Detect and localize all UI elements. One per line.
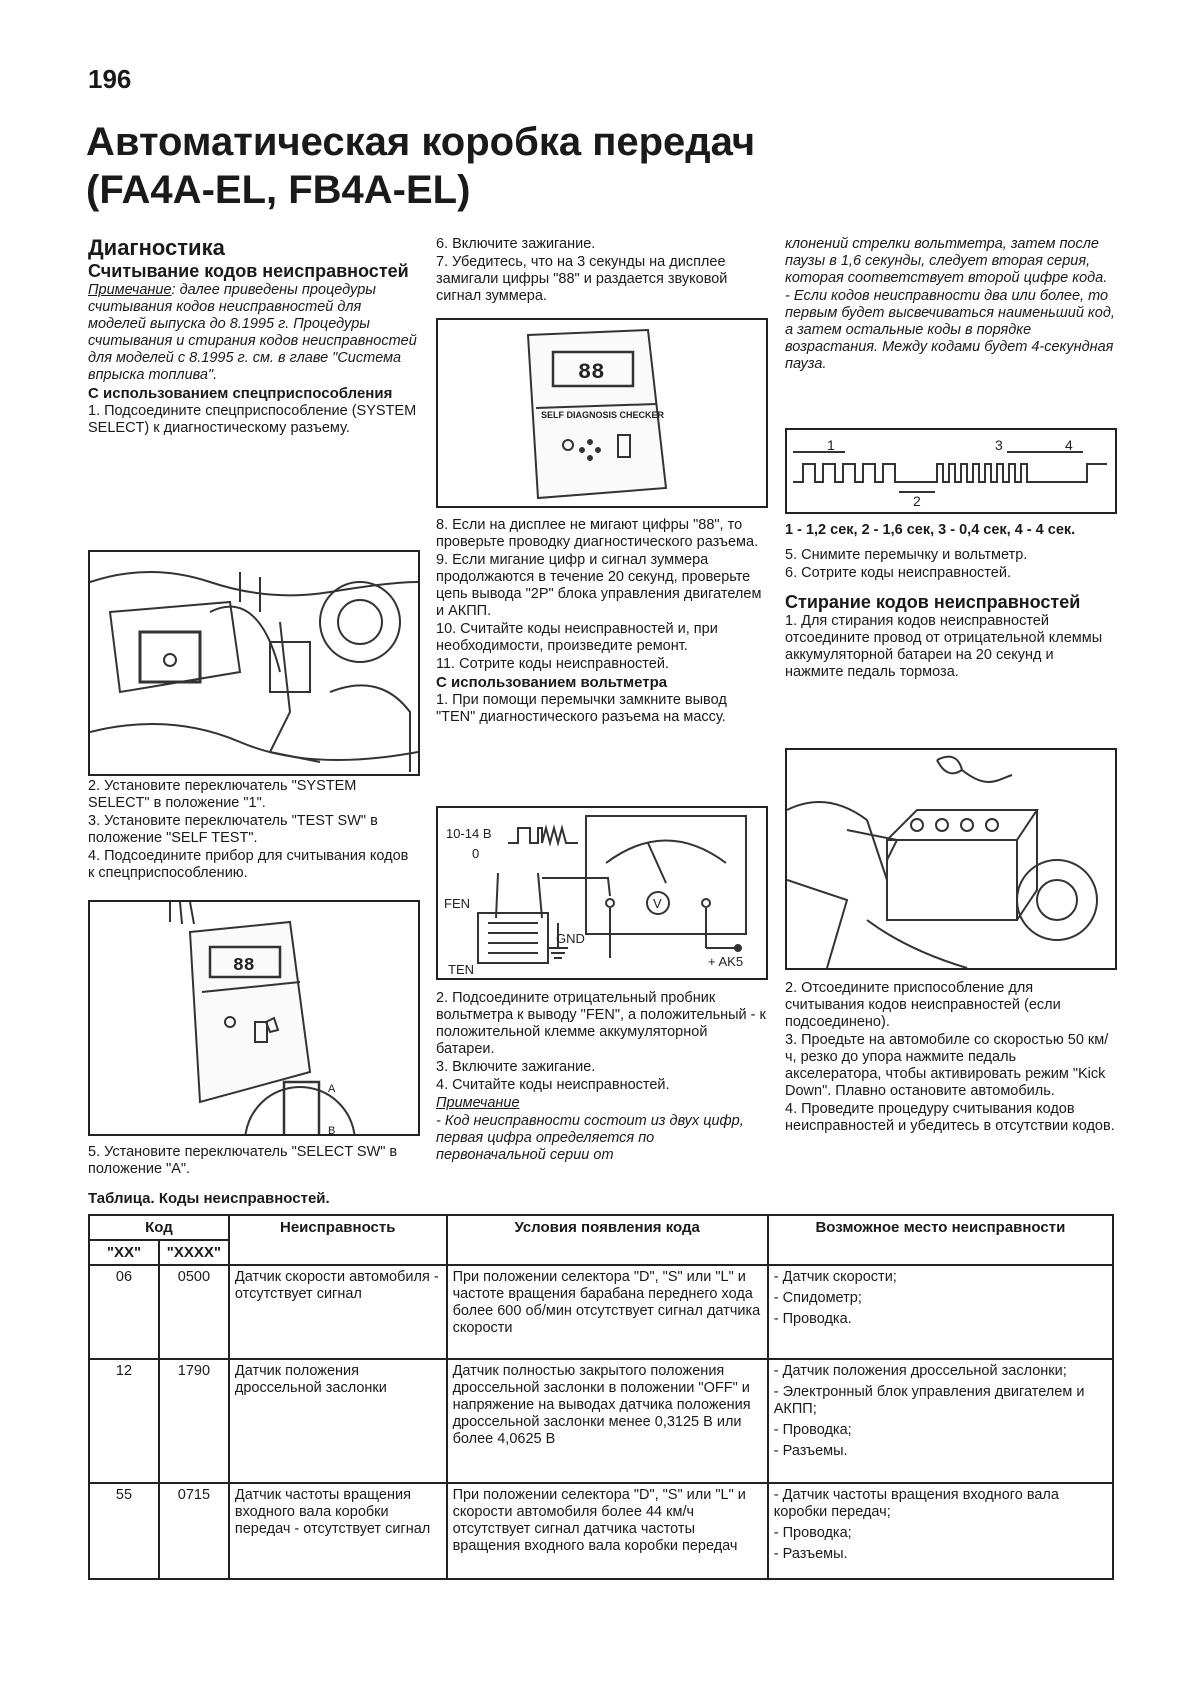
location-item: - Датчик скорости; (773, 1269, 897, 1285)
location-item: - Датчик положения дроссельной заслонки; (773, 1363, 1067, 1379)
note-label: Примечание (88, 282, 172, 298)
figure-self-diagnosis-checker (436, 318, 768, 508)
volt-step-2: 2. Подсоедините отрицательный пробник вольтметра к выводу "FEN", а положительный - к положительной клемме аккумуляторной батареи. (436, 990, 766, 1057)
battery-illustration (787, 750, 1115, 968)
fault-codes-table (88, 1214, 1114, 1580)
cell-xx: 06 (89, 1265, 159, 1359)
page-number: 196 (88, 64, 132, 94)
page-title (86, 118, 755, 214)
note-2-label: Примечание (436, 1095, 520, 1111)
engine-bay-illustration (90, 552, 418, 774)
label-battery: + AK5 (708, 954, 744, 969)
volt-step-6: 6. Сотрите коды неисправностей. (785, 565, 1011, 581)
table-row (89, 1265, 1113, 1359)
cell-conditions: Датчик полностью закрытого положения дроссельной заслонки в положении "OFF" и напряжение на выводах датчика положения дроссельной заслонки менее 0,3125 В или более 4,0625 В (447, 1359, 768, 1483)
label-ten: TEN (448, 962, 474, 977)
figure-voltmeter-wiring (436, 806, 768, 980)
header-xxxx: "XXXX" (159, 1240, 229, 1265)
cell-xx: 55 (89, 1483, 159, 1579)
tester-display-digits: 88 (233, 956, 255, 976)
voltmeter-wiring-diagram (438, 808, 766, 978)
note-continuation-2: - Если кодов неисправности два или более, то первым будет высвечиваться наименьший код, а затем остальные коды в порядке возрастания. Между кодами будет 4-секундная пауза. (785, 288, 1115, 372)
cell-conditions: При положении селектора "D", "S" или "L" и скорости автомобиля более 44 км/ч отсутствует сигнал датчика частоты вращения входного вала коробки передач (447, 1483, 768, 1579)
step-3: 3. Установите переключатель "TEST SW" в положение "SELF TEST". (88, 813, 378, 846)
heading-voltmeter: С использованием вольтметра (436, 674, 668, 691)
timing-label-2: 2 (913, 493, 921, 509)
erase-step-3: 3. Проедьте на автомобиле со скоростью 50 км/ч, резко до упора нажмите педаль акселератора, чтобы активировать режим "Kick Down". Плавно остановите автомобиль. (785, 1032, 1109, 1099)
column-1 (88, 236, 418, 438)
heading-read-codes: Считывание кодов неисправностей (88, 261, 409, 281)
step-2: 2. Установите переключатель "SYSTEM SELECT" в положение "1". (88, 778, 357, 811)
column-3-erase-steps (785, 980, 1115, 1136)
figure-battery-disconnect (785, 748, 1117, 970)
title-line-2: (FA4A-EL, FB4A-EL) (86, 168, 471, 212)
step-4: 4. Подсоедините прибор для считывания кодов к спецприспособлению. (88, 848, 409, 881)
header-conditions: Условия появления кода (447, 1215, 768, 1265)
erase-step-4: 4. Проведите процедуру считывания кодов неисправностей и убедитесь в отсутствии кодов. (785, 1101, 1115, 1134)
step-9: 9. Если мигание цифр и сигнал зуммера продолжаются в течение 20 секунд, проверьте цепь вывода "2P" блока управления двигателем и АКПП. (436, 552, 762, 619)
table-caption: Таблица. Коды неисправностей. (88, 1190, 330, 1207)
step-5: 5. Установите переключатель "SELECT SW" в положение "A". (88, 1144, 398, 1177)
title-line-1: Автоматическая коробка передач (86, 120, 756, 164)
header-location: Возможное место неисправности (768, 1215, 1113, 1265)
location-item: - Разъемы. (773, 1546, 848, 1562)
timing-label-4: 4 (1065, 437, 1073, 453)
volt-step-1: 1. При помощи перемычки замкните вывод "TEN" диагностического разъема на массу. (436, 692, 727, 725)
timing-label-3: 3 (995, 437, 1003, 453)
location-item: - Разъемы. (773, 1443, 848, 1459)
column-3-steps (785, 522, 1115, 682)
column-1-step-5 (88, 1144, 418, 1179)
column-2-steps-8-11 (436, 517, 768, 727)
cell-xx: 12 (89, 1359, 159, 1483)
step-10: 10. Считайте коды неисправностей и, при необходимости, произведите ремонт. (436, 621, 718, 654)
location-item: - Проводка. (773, 1311, 852, 1327)
note-2-text: - Код неисправности состоит из двух цифр, первая цифра определяется по первоначальной серии от (436, 1113, 744, 1163)
erase-step-2: 2. Отсоедините приспособление для считывания кодов неисправностей (если подсоединено). (785, 980, 1061, 1030)
note-1 (88, 282, 418, 384)
step-11: 11. Сотрите коды неисправностей. (436, 656, 669, 672)
label-gnd: GND (556, 931, 585, 946)
column-2 (436, 236, 768, 306)
location-item: - Проводка; (773, 1525, 852, 1541)
cell-conditions: При положении селектора "D", "S" или "L" и частоте вращения барабана переднего хода более 600 об/мин отсутствует сигнал датчика скорости (447, 1265, 768, 1359)
note-text: : далее приведены процедуры считывания кодов неисправностей для моделей выпуска до 8.1995 г. Процедуры считывания и стирания кодов неисправностей для моделей с 8.1995 г. см. в главе "Система впрыска топлива". (88, 282, 417, 383)
erase-step-1: 1. Для стирания кодов неисправностей отсоедините провод от отрицательной клеммы аккумуляторной батареи на 20 секунд и нажмите педаль тормоза. (785, 613, 1103, 680)
location-item: - Электронный блок управления двигателем и АКПП; (773, 1384, 1085, 1417)
tester-illustration (90, 902, 418, 1134)
cell-fault: Датчик скорости автомобиля - отсутствует сигнал (229, 1265, 447, 1359)
location-item: - Датчик частоты вращения входного вала коробки передач; (773, 1487, 1059, 1520)
volt-step-4: 4. Считайте коды неисправностей. (436, 1077, 670, 1093)
timing-caption: 1 - 1,2 сек, 2 - 1,6 сек, 3 - 0,4 сек, 4 - 4 сек. (785, 522, 1076, 538)
cell-xxxx: 0500 (159, 1265, 229, 1359)
pulse-timing-diagram (787, 430, 1115, 512)
figure-tester-switch (88, 900, 420, 1136)
label-voltage: 10-14 В (446, 826, 492, 841)
location-item: - Проводка; (773, 1422, 852, 1438)
label-zero: 0 (472, 846, 480, 861)
header-code: Код (89, 1215, 229, 1240)
cell-locations (768, 1265, 1113, 1359)
cell-fault: Датчик частоты вращения входного вала коробки передач - отсутствует сигнал (229, 1483, 447, 1579)
cell-locations (768, 1359, 1113, 1483)
column-2-volt-steps (436, 990, 768, 1165)
voltmeter-symbol: V (653, 896, 662, 911)
step-6: 6. Включите зажигание. (436, 236, 596, 252)
checker-label: SELF DIAGNOSIS CHECKER (541, 410, 665, 420)
volt-step-5: 5. Снимите перемычку и вольтметр. (785, 547, 1028, 563)
heading-special-tool: С использованием спецприспособления (88, 385, 393, 402)
heading-erase-codes: Стирание кодов неисправностей (785, 592, 1081, 612)
table-row (89, 1359, 1113, 1483)
cell-locations (768, 1483, 1113, 1579)
table-row (89, 1483, 1113, 1579)
step-8: 8. Если на дисплее не мигают цифры "88", то проверьте проводку диагностического разъема. (436, 517, 759, 550)
cell-xxxx: 0715 (159, 1483, 229, 1579)
figure-pulse-timing (785, 428, 1117, 514)
checker-display-digits: 88 (578, 360, 605, 385)
checker-illustration (438, 320, 766, 506)
header-fault: Неисправность (229, 1215, 447, 1265)
switch-label-b: B (328, 1125, 336, 1134)
figure-engine-bay-tool (88, 550, 420, 776)
step-1: 1. Подсоедините спецприспособление (SYSTEM SELECT) к диагностическому разъему. (88, 403, 417, 436)
location-item: - Спидометр; (773, 1290, 862, 1306)
label-fen: FEN (444, 896, 470, 911)
cell-xxxx: 1790 (159, 1359, 229, 1483)
cell-fault: Датчик положения дроссельной заслонки (229, 1359, 447, 1483)
step-7: 7. Убедитесь, что на 3 секунды на дисплее замигали цифры "88" и раздается звуковой сигнал зуммера. (436, 254, 728, 304)
column-1-steps-2-4 (88, 778, 418, 883)
volt-step-3: 3. Включите зажигание. (436, 1059, 596, 1075)
header-xx: "XX" (89, 1240, 159, 1265)
column-3-continuation (785, 236, 1115, 374)
timing-label-1: 1 (827, 437, 835, 453)
switch-label-a: A (328, 1083, 336, 1095)
note-continuation-1: клонений стрелки вольтметра, затем после паузы в 1,6 секунды, следует вторая серия, которая соответствует второй цифре кода. (785, 236, 1108, 286)
heading-diagnostics: Диагностика (88, 235, 225, 260)
